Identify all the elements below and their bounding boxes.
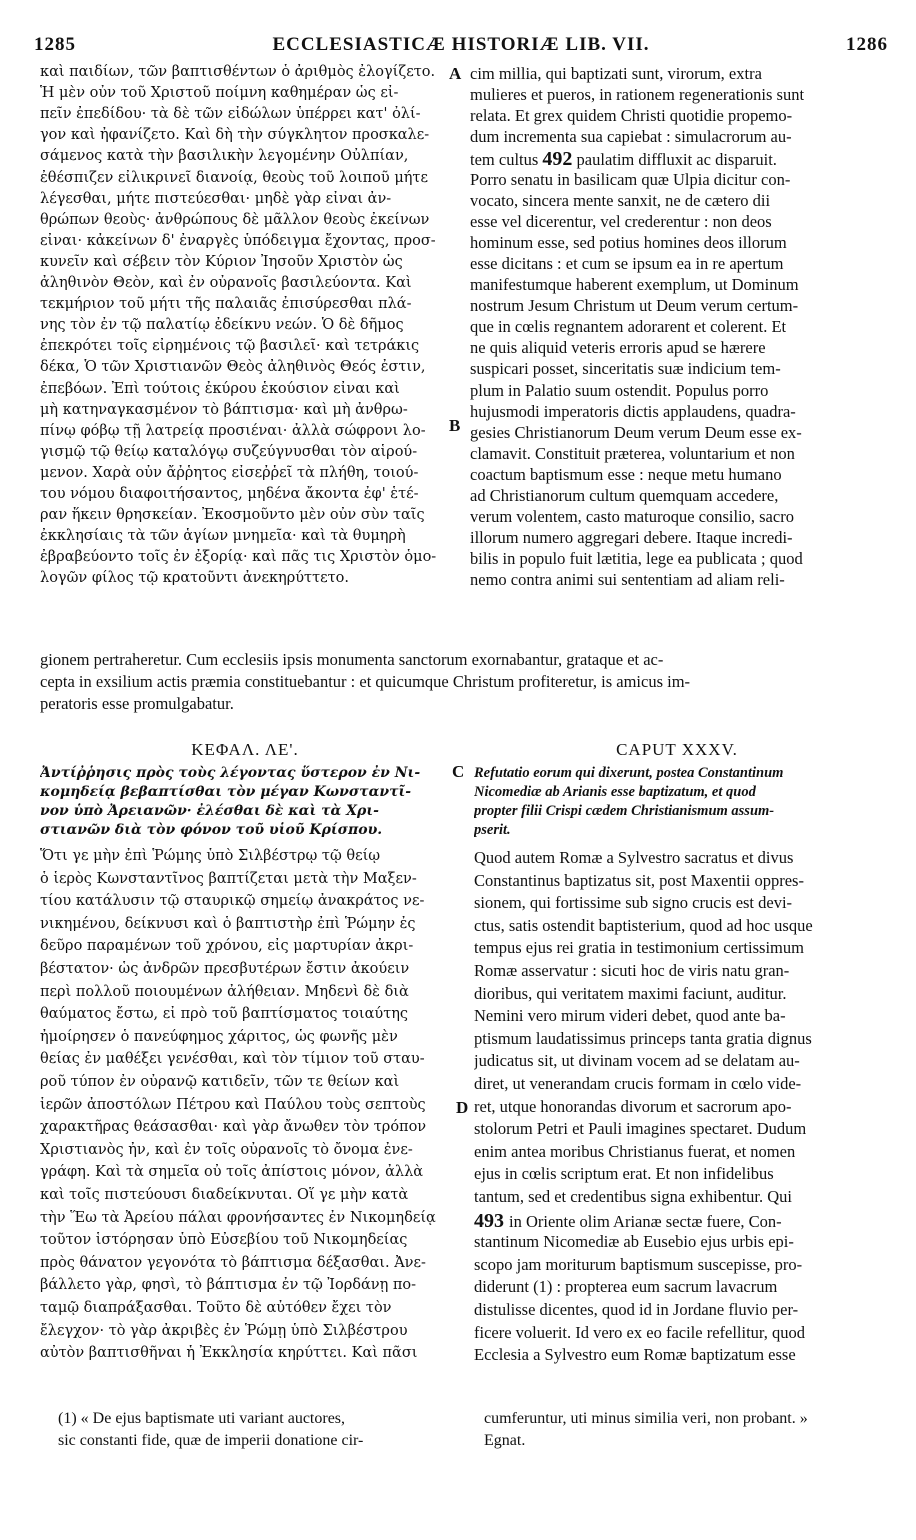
latin-line: nostrum Jesum Christum ut Deum verum certum-: [470, 296, 799, 316]
greek-summary-line: κομηδείᾳ βεβαπτίσθαι τὸν μέγαν Κωνσταντῖ-: [40, 784, 412, 800]
latin-body-line: enim antea moribus Christianus fuerat, et nomen: [474, 1141, 796, 1161]
greek-line: ἐβραβεύοντο τοῖς ἐν ἐξορίᾳ· καὶ πᾶς τις Χριστὸν ὁμο-: [40, 549, 437, 566]
greek-line: σάμενος κατὰ τὴν βασιλικὴν λεγομένην Οὐλπίαν,: [40, 148, 409, 165]
right-page-number: 1286: [846, 34, 888, 55]
latin-line: [470, 148, 890, 171]
latin-body-line: diret, ut venerandam crucis formam in cœlo vide-: [474, 1074, 802, 1093]
greek-body-line: ἠμοίρησεν ὁ πανεύφημος χάριτος, ὡς φωνῆς μὲν: [40, 1028, 398, 1045]
latin-summary-line: pserit.: [474, 822, 511, 838]
latin-body-line: sionem, qui fortissime sub signo crucis est devi-: [474, 893, 793, 913]
latin-body-line: ret, utque honorandas divorum et sacrorum apo-: [474, 1096, 792, 1116]
footnote-line: (1) « De ejus baptismate uti variant auctores,: [58, 1410, 346, 1427]
greek-line: ἐπεκρότει τοῖς εἰρημένοις τῷ βασιλεῖ· καὶ τετράκις: [40, 338, 420, 355]
latin-line: clamavit. Constituit præterea, voluntarium et non: [470, 443, 795, 463]
greek-body-line: Χριστιανὸς ἦν, καὶ ἐν τοῖς οὐρανοῖς τὸ ὄνομα ἐνε-: [40, 1141, 413, 1158]
latin-body-line: [474, 1210, 892, 1233]
greek-line: πίνῳ φόβῳ τῇ λατρείᾳ προσιέναι· ἀλλὰ σώφρονι λο-: [40, 422, 426, 439]
latin-line: plum in Palatio suum ostendit. Populus porro: [470, 380, 769, 400]
greek-line: ἐπεβόων. Ἐπὶ τούτοις ἐκύρου ἑκούσιον εἶναι καὶ: [40, 380, 400, 397]
greek-summary-line: Ἀντίῤῥησις πρὸς τοὺς λέγοντας ὕστερον ἐν Νι-: [40, 765, 421, 781]
latin-line: vocato, sincera mente sanxit, ne de cætero dii: [470, 190, 771, 210]
greek-body-line: αὐτὸν βαπτισθῆναι ἡ Ἐκκλησία κηρύττει. Καὶ πᾶσι: [40, 1345, 418, 1362]
greek-line: γον καὶ ἠφανίζετο. Καὶ δὴ τὴν σύγκλητον προσκαλε-: [40, 127, 430, 144]
greek-body-line: πρὸς θάνατον γεγονότα τὸ βάπτισμα δέξασθαι. Ἀνε-: [40, 1254, 426, 1271]
greek-body-line: βάλλετο γὰρ, φησὶ, τὸ βάπτισμα ἐν τῷ Ἰορδάνῃ πο-: [40, 1277, 417, 1294]
latin-summary-line: Nicomediæ ab Arianis esse baptizatum, et quod: [474, 784, 756, 800]
latin-line-part: in Oriente olim Arianæ sectæ fuere, Con-: [509, 1211, 782, 1231]
running-header: [34, 34, 888, 62]
greek-body-line: ροῦ τύπον ἐν οὐρανῷ κατιδεῖν, τῶν τε θείων καὶ: [40, 1074, 400, 1090]
latin-line: verum volentem, casto maturoque consilio, sacro: [470, 507, 794, 527]
margin-mark-c: C: [452, 762, 465, 781]
greek-body-line: καὶ τοῖς πιστεύουσι διαδείκνυται. Οἵ γε μὴν κατὰ: [40, 1187, 409, 1203]
latin-line: dum incrementa sua capiebat : simulacrorum au-: [470, 127, 792, 147]
greek-chapter-title: ΚΕΦΑΛ. ΛΕ'.: [191, 740, 299, 759]
greek-line: λογῶν φίλος τῷ κρατοῦντι ἀνεκηρύττετο.: [40, 570, 349, 587]
column-number-493: 493: [474, 1209, 509, 1232]
margin-mark-d: D: [456, 1098, 469, 1117]
latin-body-line: judicatus sit, ut divinam vocem ad se delatam au-: [474, 1051, 800, 1071]
greek-body-line: βέστατον· ὡς ἀνδρῶν πρεσβυτέρων ἔστιν ἀκούειν: [40, 961, 410, 977]
greek-body-line: τίου κατάλυσιν τῷ σταυρικῷ σημείῳ ἀνακράτος νε-: [40, 893, 425, 910]
latin-body-line: ctus, satis ostendit baptisterium, quod ad hoc usque: [474, 915, 813, 935]
latin-body-line: ejus in cœlis scriptum erat. Et non infidelibus: [474, 1164, 774, 1184]
footnote-line: sic constanti fide, quæ de imperii donatione cir-: [58, 1432, 364, 1449]
latin-line-part: tem cultus: [470, 150, 543, 170]
margin-mark-a: A: [449, 64, 462, 83]
latin-line: manifestumque haberent exemplum, ut Dominum: [470, 275, 799, 294]
latin-line: ad Christianorum cultum quemquam accedere,: [470, 486, 779, 505]
footnote-line: Egnat.: [484, 1432, 526, 1449]
latin-line: hujusmodi imperatoris dictis applaudens, quadra-: [470, 401, 796, 421]
latin-line: ne quis aliquid veteris erroris apud se hærere: [470, 338, 766, 358]
latin-line: illorum numero aggregari debere. Itaque incredi-: [470, 528, 793, 548]
greek-line: ραν ἥκειν θρησκείαν. Ἐκοσμοῦντο μὲν οὖν σὺν ταῖς: [40, 507, 425, 524]
latin-body-line: tempus ejus rei gratia in testimonium certissimum: [474, 938, 804, 958]
latin-line: esse vel dicerentur, vel crederentur : non deos: [470, 211, 772, 231]
latin-line: coactum baptismum esse : neque metu humano: [470, 464, 782, 484]
margin-mark-b: B: [449, 416, 461, 435]
latin-body-line: ptismum laudatissimus princeps tanta gratia dignus: [474, 1028, 812, 1048]
latin-body-line: scopo jam moriturum baptismum suscepisse, pro-: [474, 1254, 803, 1274]
greek-line: Ἡ μὲν οὖν τοῦ Χριστοῦ ποίμνη καθημέραν ὡς εἰ-: [40, 85, 399, 102]
greek-body-line: ἔλεγχον· τὸ γὰρ ἀκριβὲς ἐν Ῥώμῃ ὑπὸ Σιλβέστρου: [40, 1322, 408, 1339]
latin-line: bilis in populo fuit lætitia, lege ea publicata ; quod: [470, 549, 803, 569]
latin-summary-line: propter filii Crispi cædem Christianismum assum-: [474, 803, 775, 819]
latin-line: hominum esse, sed potius homines deos illorum: [470, 232, 787, 252]
greek-body-line: θαύματος ἔστω, εἰ πρὸ τοῦ βαπτίσματος τοιαύτης: [40, 1006, 409, 1023]
greek-body-line: Ὅτι γε μὴν ἐπὶ Ῥώμης ὑπὸ Σιλβέστρῳ τῷ θείῳ: [40, 848, 381, 864]
greek-line: ἐκκλησίαις τὰ τῶν ἁγίων μνημεῖα· καὶ τὰ θυμηρὴ: [40, 528, 406, 545]
latin-line: cim millia, qui baptizati sunt, virorum, extra: [470, 64, 762, 83]
latin-fullwidth-line: gionem pertraheretur. Cum ecclesiis ipsis monumenta sanctorum exornabantur, grataque et ac-: [40, 650, 664, 669]
greek-body-line: περὶ πολλοῦ ποιουμένων ἀλήθειαν. Μηδενὶ δὲ διὰ: [40, 983, 409, 1000]
greek-line: του νόμου διαφοιτήσαντος, μηδένα ἄκοντα ἐφ' ἑτέ-: [40, 486, 419, 502]
greek-body-line: τοῦτον ἱστόρησαν ὑπὸ Εὐσεβίου τοῦ Νικομηδείας: [40, 1232, 408, 1249]
latin-fullwidth-line: peratoris esse promulgabatur.: [40, 694, 234, 713]
greek-body-line: τὴν Ἕω τὰ Ἀρείου πάλαι φρονήσαντες ἐν Νικομηδείᾳ: [40, 1209, 436, 1226]
latin-line: gesies Christianorum Deum verum Deum esse ex-: [470, 422, 802, 442]
latin-line-part: paulatim diffluxit ac disparuit.: [572, 150, 777, 170]
greek-line: γισμῷ τῷ θείῳ καταλόγῳ συζεύγνυσθαι τὸν αἱρού-: [40, 443, 418, 460]
greek-line: δέκα, Ὁ τῶν Χριστιανῶν Θεὸς ἀληθινὸς Θεός ἐστιν,: [40, 359, 426, 376]
greek-body-line: θείας ἐν μαθέξει γενέσθαι, καὶ τὸν τίμιον τοῦ σταυ-: [40, 1051, 425, 1068]
latin-chapter-title: CAPUT XXXV.: [616, 740, 738, 759]
latin-line: suspicari posset, sinceritatis suæ indicium tem-: [470, 359, 781, 379]
latin-line: nemo contra animi sui sententiam ad aliam reli-: [470, 570, 785, 590]
latin-body-line: Ecclesia a Sylvestro eum Romæ baptizatum esse: [474, 1345, 796, 1365]
greek-line: νης τὸν ἐν τῷ παλατίῳ ἐδείκνυ νεών. Ὁ δὲ δῆμος: [40, 317, 404, 334]
greek-summary-line: νον ὑπὸ Ἀρειανῶν· ἐλέσθαι δὲ καὶ τὰ Χρι-: [40, 803, 379, 819]
latin-body-line: tantum, sed et credentibus signa exhibentur. Qui: [474, 1187, 793, 1206]
latin-body-line: stolorum Petri et Pauli imagines spectaret. Dudum: [474, 1119, 807, 1139]
latin-line: que in cœlis regnantem adorarent et colerent. Et: [470, 317, 787, 337]
greek-line: λέγεσθαι, μήτε πιστεύεσθαι· μηδὲ γὰρ εἶναι ἀν-: [40, 190, 392, 207]
greek-line: καὶ παιδίων, τῶν βαπτισθέντων ὁ ἀριθμὸς ἐλογίζετο.: [40, 64, 436, 80]
greek-line: ἐθέσπιζεν εἰλικρινεῖ διανοίᾳ, θεοὺς τοῦ λοιποῦ μήτε: [40, 169, 428, 186]
greek-line: θρώπων θεοὺς· ἀνθρώπους δὲ μᾶλλον θεοὺς ἐκείνων: [40, 211, 430, 228]
greek-summary-line: στιανῶν διὰ τὸν φόνον τοῦ υἱοῦ Κρίσπου.: [40, 822, 383, 838]
greek-body-line: ταμῷ διαπράξασθαι. Τοῦτο δὲ αὐτόθεν ἔχει τὸν: [40, 1300, 392, 1316]
latin-body-line: diderunt (1) : propterea eum sacrum lavacrum: [474, 1277, 778, 1297]
greek-body-line: γράφη. Καὶ τὰ σημεῖα οὐ τοῖς ἀπίστοις μόνον, ἀλλὰ: [40, 1164, 424, 1181]
footnote-line: cumferuntur, uti minus similia veri, non probant. »: [484, 1410, 808, 1427]
latin-line: relata. Et grex quidem Christi quotidie propemo-: [470, 106, 793, 126]
column-number-492: 492: [542, 148, 573, 171]
latin-body-line: stantinum Nicomediæ ab Eusebio ejus urbis epi-: [474, 1232, 794, 1252]
greek-body-line: νικημένου, δείκνυσι καὶ ὁ βαπτιστὴρ ἐπὶ Ῥώμην ἐς: [40, 915, 416, 932]
latin-summary-line: Refutatio eorum qui dixerunt, postea Constantinum: [474, 765, 784, 781]
latin-body-line: Constantinus baptizatus sit, post Maxentii oppres-: [474, 870, 804, 890]
latin-body-line: ficere voluerit. Id vero ex eo facile refellitur, quod: [474, 1322, 806, 1342]
greek-body-line: δεῦρο παραμένων τοῦ χρόνου, εἰς μαρτυρίαν ἀκρι-: [40, 938, 414, 955]
greek-line: πεῖν ἐπεδίδου· τὰ δὲ τῶν εἰδώλων ὑπέρρει κατ' ὀλί-: [40, 106, 421, 123]
greek-body-line: ὁ ἱερὸς Κωνσταντῖνος βαπτίζεται μετὰ τὴν Μαξεν-: [40, 870, 417, 887]
greek-line: εἶναι· κἀκείνων δ' ἐναργὲς ὑπόδειγμα ἔχοντας, προσ-: [40, 232, 436, 249]
greek-body-line: ἱερῶν ἀποστόλων Πέτρου καὶ Παύλου τοὺς σεπτοὺς: [40, 1096, 426, 1113]
left-page-number: 1285: [34, 34, 76, 55]
running-title: ECCLESIASTICÆ HISTORIÆ LIB. VII.: [272, 34, 650, 55]
latin-body-line: Romæ asservatur : sicuti hoc de viris natu gran-: [474, 961, 790, 980]
greek-line: ἀληθινὸν Θεὸν, καὶ ἐν οὐρανοῖς βασιλεύοντα. Καὶ: [40, 275, 412, 291]
latin-line: mulieres et pueros, in rationem regenerationis sunt: [470, 85, 805, 105]
greek-body-line: χαρακτῆρας θεάσασθαι· καὶ γὰρ ἄνωθεν τὸν τρόπον: [40, 1119, 427, 1136]
latin-line: esse dicitans : et cum se ipsum ea in re apertum: [470, 253, 784, 273]
greek-line: τεκμήριον τοῦ μήτι τῆς παλαιᾶς ἐπισύρεσθαι πλά-: [40, 296, 412, 313]
latin-body-line: dioribus, qui veritatem maximi faciunt, auditur.: [474, 983, 787, 1003]
latin-body-line: distulisse dicentes, quod id in Jordane fluvio per-: [474, 1300, 799, 1319]
latin-body-line: Quod autem Romæ a Sylvestro sacratus et divus: [474, 848, 794, 867]
greek-line: μενον. Χαρὰ οὖν ἄῤῥητος εἰσεῤῥεῖ τὰ πλήθη, τοιού-: [40, 464, 419, 481]
greek-line: κυνεῖν καὶ σέβειν τὸν Κύριον Ἰησοῦν Χριστὸν ὡς: [40, 253, 403, 270]
greek-line: μὴ κατηναγκασμένον τὸ βάπτισμα· καὶ μὴ ἀνθρω-: [40, 401, 408, 418]
latin-line: Porro senatu in basilicam quæ Ulpia dicitur con-: [470, 169, 791, 189]
latin-body-line: Nemini vero mirum videri debet, quod ante ba-: [474, 1006, 786, 1026]
latin-fullwidth-line: cepta in exsilium actis præmia constituebantur : et quicumque Christum profiteretur, is amicus im-: [40, 672, 691, 691]
